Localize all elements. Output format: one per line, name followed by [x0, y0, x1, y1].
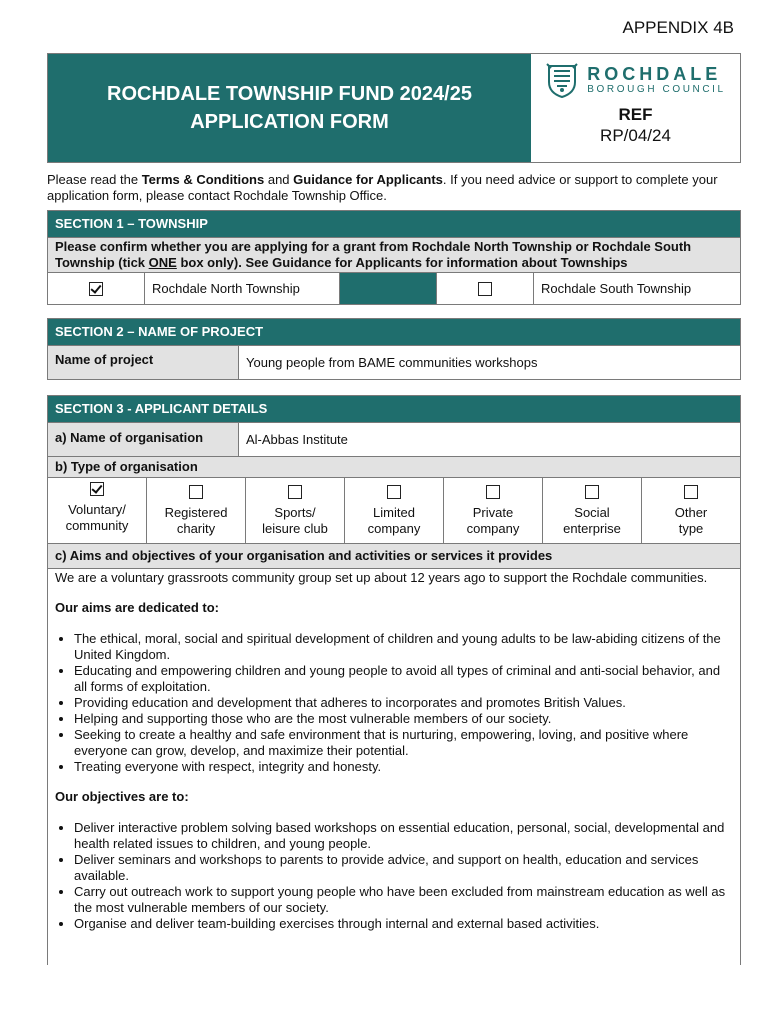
- township-choice-row: [48, 272, 740, 304]
- section3-heading: SECTION 3 - APPLICANT DETAILS: [48, 396, 740, 422]
- ref-value: RP/04/24: [600, 126, 671, 145]
- org-type-line1: Limited: [373, 505, 415, 520]
- south-township-label: Rochdale South Township: [533, 273, 740, 304]
- list-item: • Deliver seminars and workshops to parents to provide advice, and support on health, education and services available.: [74, 852, 733, 884]
- org-type-option: [443, 478, 542, 543]
- org-type-option: [146, 478, 245, 543]
- logo-main-text: ROCHDALE: [587, 63, 722, 84]
- form-title-line1: ROCHDALE TOWNSHIP FUND 2024/25: [107, 83, 472, 105]
- instruction-part-a: Please confirm whether you are applying for a grant from Rochdale North Township or Rochdale South Township (tick: [55, 239, 692, 270]
- aims-intro: We are a voluntary grassroots community group set up about 12 years ago to support the Rochdale communities.: [55, 570, 708, 585]
- south-checkbox-cell: [436, 273, 533, 304]
- list-item: • Helping and supporting those who are the most vulnerable members of our society.: [74, 711, 733, 727]
- type-sports-checkbox[interactable]: [288, 485, 302, 499]
- section1-heading: SECTION 1 – TOWNSHIP: [48, 211, 740, 237]
- org-name-label: a) Name of organisation: [48, 423, 238, 456]
- project-name-row: [48, 345, 740, 379]
- list-item: • Organise and deliver team-building exercises through internal and external based activities.: [74, 916, 733, 932]
- org-type-row: [48, 477, 740, 543]
- aims-field[interactable]: [48, 568, 740, 932]
- type-social-checkbox[interactable]: [585, 485, 599, 499]
- aims-label: c) Aims and objectives of your organisation and activities or services it provides: [48, 543, 740, 568]
- org-type-label: b) Type of organisation: [48, 456, 740, 477]
- list-item: • Providing education and development that adheres to incorporates and promotes British Values.: [74, 695, 733, 711]
- section1-instruction: [48, 237, 740, 272]
- org-type-option: [48, 478, 146, 543]
- objectives-list: [55, 820, 733, 932]
- logo-sub-text: BOROUGH COUNCIL: [587, 83, 726, 95]
- list-item: • Deliver interactive problem solving based workshops on essential education, personal, social, developmental and health related issues to children, and young people.: [74, 820, 733, 852]
- section-project-name: [47, 318, 741, 380]
- org-type-line2: type: [678, 521, 704, 536]
- section-applicant-details: [47, 395, 741, 965]
- intro-part2: and: [264, 172, 294, 187]
- type-charity-checkbox[interactable]: [189, 485, 203, 499]
- crest-icon: [545, 62, 579, 98]
- org-type-line1: Private: [472, 505, 514, 520]
- appendix-label: APPENDIX 4B: [622, 18, 734, 37]
- north-township-label: Rochdale North Township: [144, 273, 339, 304]
- org-type-option: [344, 478, 443, 543]
- south-township-checkbox[interactable]: [478, 282, 492, 296]
- org-type-option: [245, 478, 344, 543]
- terms-link: Terms & Conditions: [141, 172, 265, 187]
- type-voluntary-checkbox[interactable]: [90, 482, 104, 496]
- objectives-heading: Our objectives are to:: [55, 789, 189, 804]
- list-item: • Seeking to create a healthy and safe environment that is nurturing, empowering, loving, and positive where everyone can grow, develop, and maximize their potential.: [74, 727, 733, 759]
- list-item: • Educating and empowering children and young people to avoid all types of criminal and anti-social behavior, and all forms of exploitation.: [74, 663, 733, 695]
- form-title: [48, 54, 531, 162]
- aims-heading: Our aims are dedicated to:: [55, 600, 219, 615]
- aims-list: [55, 631, 733, 775]
- type-private-checkbox[interactable]: [486, 485, 500, 499]
- intro-part1: Please read the: [47, 172, 142, 187]
- guidance-link: Guidance for Applicants: [293, 172, 443, 187]
- org-name-row: [48, 422, 740, 456]
- list-item: • Carry out outreach work to support young people who have been excluded from mainstream education as well as the most vulnerable members of our society.: [74, 884, 733, 916]
- org-type-option: [641, 478, 740, 543]
- org-type-line2: company: [466, 521, 520, 536]
- north-township-checkbox[interactable]: [89, 282, 103, 296]
- type-other-checkbox[interactable]: [684, 485, 698, 499]
- intro-text: [47, 172, 737, 204]
- org-type-line2: company: [367, 521, 421, 536]
- type-limited-checkbox[interactable]: [387, 485, 401, 499]
- org-type-line2: enterprise: [563, 521, 621, 536]
- org-type-line1: Other: [674, 505, 708, 520]
- project-name-field[interactable]: Young people from BAME communities workshops: [238, 346, 740, 379]
- header-ref-panel: [531, 54, 740, 162]
- org-type-line1: Social: [574, 505, 610, 520]
- form-title-line2: APPLICATION FORM: [190, 111, 389, 133]
- org-type-line1: Sports/: [274, 505, 316, 520]
- separator-cell: [339, 273, 436, 304]
- org-type-line1: Registered: [164, 505, 228, 520]
- council-logo: [545, 62, 725, 98]
- intro-part3: . If you need advice or support to complete your application form, please contact Rochdale Township Office.: [47, 172, 718, 203]
- org-type-line2: leisure club: [262, 521, 328, 536]
- org-type-line2: charity: [176, 521, 216, 536]
- list-item: • Treating everyone with respect, integrity and honesty.: [74, 759, 733, 775]
- list-item: • The ethical, moral, social and spiritual development of children and young adults to be law-abiding citizens of the United Kingdom.: [74, 631, 733, 663]
- org-type-line2: community: [65, 518, 129, 533]
- form-header: [47, 53, 741, 163]
- org-name-field[interactable]: Al-Abbas Institute: [238, 423, 740, 456]
- ref-label: REF: [618, 105, 653, 124]
- org-type-line1: Voluntary/: [68, 502, 126, 517]
- section2-heading: SECTION 2 – NAME OF PROJECT: [48, 319, 740, 345]
- section-township: [47, 210, 741, 305]
- instruction-part-b: box only). See Guidance for Applicants for information about Townships: [176, 255, 628, 270]
- project-name-label: Name of project: [48, 346, 238, 379]
- org-type-option: [542, 478, 641, 543]
- north-checkbox-cell: [48, 273, 144, 304]
- instruction-one: ONE: [148, 255, 177, 270]
